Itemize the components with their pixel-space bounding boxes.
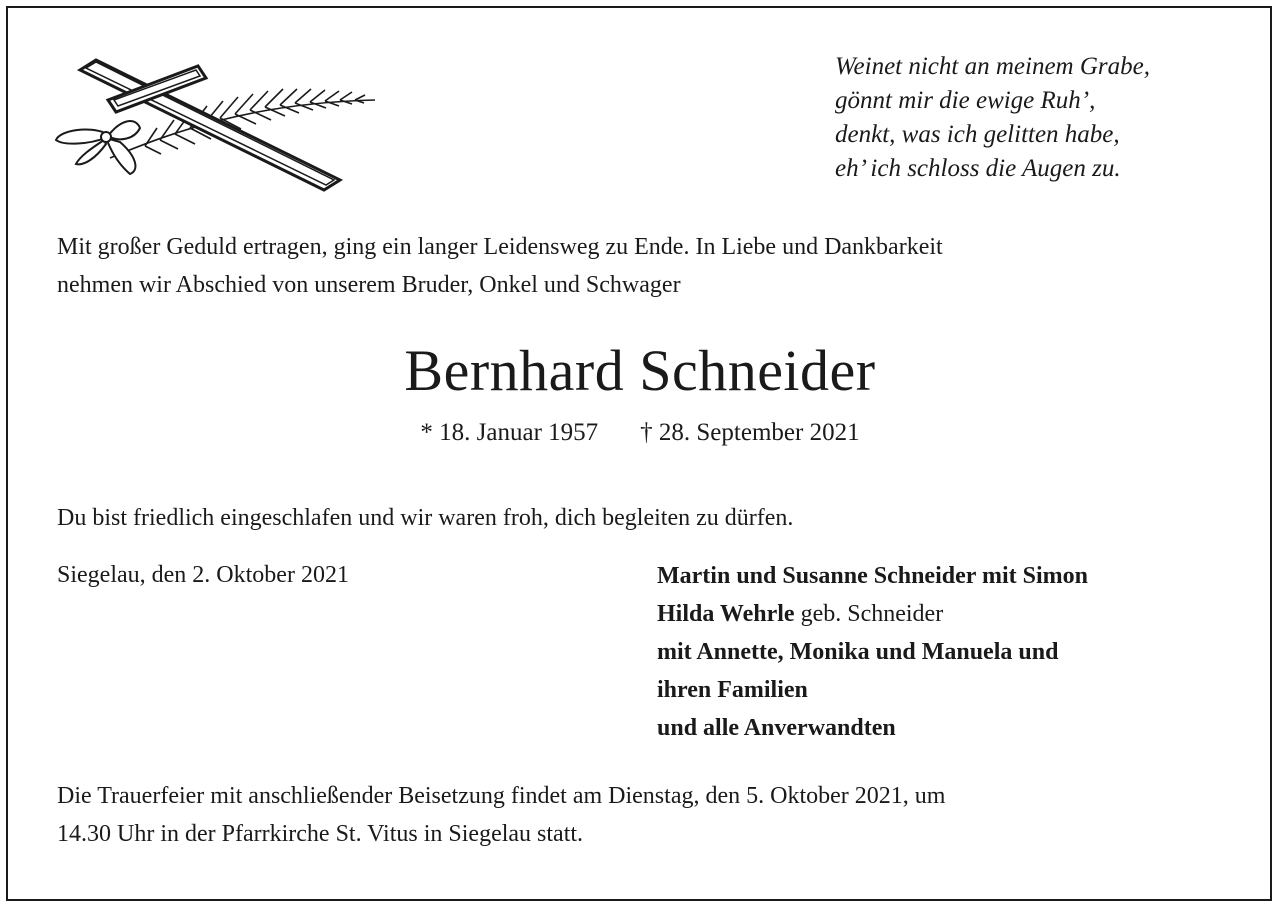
life-dates <box>0 416 1280 450</box>
ceremony-line: Die Trauerfeier mit anschließender Beisetzung findet am Dienstag, den 5. Oktober 2021, um <box>57 783 946 809</box>
poem-quote <box>835 50 1150 186</box>
intro-line: Mit großer Geduld ertragen, ging ein langer Leidensweg zu Ende. In Liebe und Dankbarkeit <box>57 234 943 260</box>
ceremony-info <box>57 777 1232 853</box>
poem-line: gönnt mir die ewige Ruh’, <box>835 87 1096 114</box>
poem-line: denkt, was ich gelitten habe, <box>835 121 1120 148</box>
death-date: † 28. September 2021 <box>640 419 860 446</box>
ceremony-line: 14.30 Uhr in der Pfarrkirche St. Vitus in Siegelau statt. <box>57 821 584 847</box>
intro-text <box>57 228 1232 304</box>
place-and-date: Siegelau, den 2. Oktober 2021 <box>57 562 349 588</box>
mourner-line: und alle Anverwandten <box>657 715 896 741</box>
poem-line: eh’ ich schloss die Augen zu. <box>835 155 1121 182</box>
poem-line: Weinet nicht an meinem Grabe, <box>835 53 1150 80</box>
bow <box>56 121 140 174</box>
mourner-line: mit Annette, Monika und Manuela und <box>657 639 1059 665</box>
maiden-name: geb. Schneider <box>794 601 944 627</box>
mourner-line: ihren Familien <box>657 677 808 703</box>
farewell-sentence: Du bist friedlich eingeschlafen und wir waren froh, dich begleiten zu dürfen. <box>57 505 794 531</box>
cross-with-palm-branch-icon <box>50 48 390 198</box>
mourner-line <box>657 595 1088 633</box>
intro-line: nehmen wir Abschied von unserem Bruder, Onkel und Schwager <box>57 272 681 298</box>
mourners-list <box>657 557 1088 747</box>
birth-date: * 18. Januar 1957 <box>420 419 599 446</box>
mourner-name: Hilda Wehrle <box>657 601 795 627</box>
mourner-line: Martin und Susanne Schneider mit Simon <box>657 563 1088 589</box>
deceased-name: Bernhard Schneider <box>404 338 876 403</box>
